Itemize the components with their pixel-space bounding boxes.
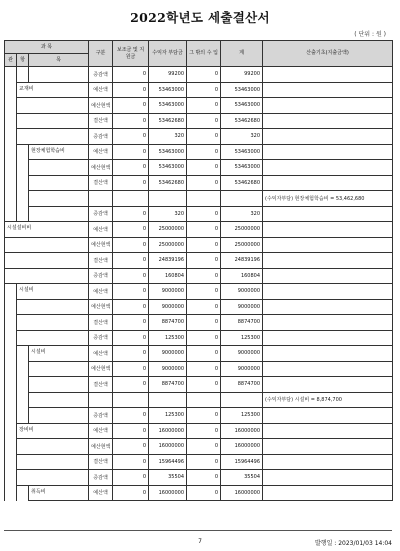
page-number: 7 [198, 538, 202, 545]
table-row [5, 82, 393, 98]
category-label [29, 175, 89, 191]
basis-cell [263, 129, 393, 145]
indent-cell [5, 206, 17, 222]
total-cell: 53463000 [221, 160, 263, 176]
indent-cell [17, 392, 29, 408]
subsidy-cell: 0 [113, 485, 149, 501]
basis-cell [263, 175, 393, 191]
category-label [29, 377, 89, 393]
table-row [5, 439, 393, 455]
indent-cell [5, 191, 17, 207]
basis-cell [263, 346, 393, 362]
category-label: 교재비 [17, 82, 89, 98]
beneficiary-cell: 25000000 [149, 237, 187, 253]
category-label [29, 160, 89, 176]
category-label: 취득비 [29, 485, 89, 501]
subsidy-cell: 0 [113, 470, 149, 486]
indent-cell [17, 206, 29, 222]
basis-cell [263, 144, 393, 160]
other-cell: 0 [187, 237, 221, 253]
other-cell [187, 191, 221, 207]
basis-cell [263, 268, 393, 284]
table-row [5, 284, 393, 300]
type-cell: 예산액 [89, 144, 113, 160]
total-cell: 24839196 [221, 253, 263, 269]
indent-cell [17, 144, 29, 160]
basis-cell [263, 82, 393, 98]
other-cell: 0 [187, 222, 221, 238]
type-cell: 결산액 [89, 315, 113, 331]
indent-cell [5, 315, 17, 331]
table-row [5, 237, 393, 253]
beneficiary-cell: 15964496 [149, 454, 187, 470]
other-cell: 0 [187, 423, 221, 439]
other-cell [187, 392, 221, 408]
table-row [5, 144, 393, 160]
indent-cell [5, 408, 17, 424]
subsidy-cell: 0 [113, 253, 149, 269]
basis-cell [263, 377, 393, 393]
indent-cell [5, 439, 17, 455]
subsidy-cell: 0 [113, 330, 149, 346]
table-row [5, 191, 393, 207]
total-cell: 99200 [221, 67, 263, 83]
basis-cell [263, 284, 393, 300]
indent-cell [5, 160, 17, 176]
type-cell: 증감액 [89, 408, 113, 424]
beneficiary-cell: 9000000 [149, 284, 187, 300]
basis-cell [263, 206, 393, 222]
subsidy-cell: 0 [113, 284, 149, 300]
indent-cell [17, 361, 29, 377]
beneficiary-cell: 53463000 [149, 160, 187, 176]
basis-cell [263, 485, 393, 501]
basis-cell [263, 330, 393, 346]
category-label [5, 253, 89, 269]
type-cell: 예산현액 [89, 237, 113, 253]
total-cell: 125300 [221, 408, 263, 424]
beneficiary-cell: 125300 [149, 408, 187, 424]
total-cell: 25000000 [221, 222, 263, 238]
category-label [5, 237, 89, 253]
type-cell: 예산현액 [89, 98, 113, 114]
beneficiary-cell: 8874700 [149, 377, 187, 393]
table-row [5, 113, 393, 129]
indent-cell [5, 330, 17, 346]
type-cell: 결산액 [89, 454, 113, 470]
other-cell: 0 [187, 315, 221, 331]
basis-cell: (수익자부담) 시설비 = 8,874,700 [263, 392, 393, 408]
other-cell: 0 [187, 485, 221, 501]
category-label [5, 268, 89, 284]
indent-cell [5, 485, 17, 501]
type-cell: 예산현액 [89, 439, 113, 455]
beneficiary-cell: 160804 [149, 268, 187, 284]
total-cell: 16000000 [221, 485, 263, 501]
type-cell: 예산액 [89, 485, 113, 501]
subsidy-cell: 0 [113, 237, 149, 253]
subsidy-cell: 0 [113, 160, 149, 176]
other-cell: 0 [187, 82, 221, 98]
other-cell: 0 [187, 253, 221, 269]
basis-cell [263, 237, 393, 253]
total-cell: 53463000 [221, 144, 263, 160]
type-cell: 예산액 [89, 284, 113, 300]
total-cell: 9000000 [221, 346, 263, 362]
beneficiary-cell: 9000000 [149, 346, 187, 362]
total-cell: 53463000 [221, 82, 263, 98]
total-cell: 9000000 [221, 299, 263, 315]
beneficiary-cell: 16000000 [149, 423, 187, 439]
category-label [29, 191, 89, 207]
total-cell: 125300 [221, 330, 263, 346]
beneficiary-cell: 53462680 [149, 175, 187, 191]
beneficiary-cell: 9000000 [149, 299, 187, 315]
header-total: 계 [221, 41, 263, 67]
category-label: 장비비 [17, 423, 89, 439]
basis-cell [263, 315, 393, 331]
header-type: 구분 [89, 41, 113, 67]
other-cell: 0 [187, 144, 221, 160]
header-gwan: 관 [5, 54, 17, 67]
subsidy-cell: 0 [113, 439, 149, 455]
other-cell: 0 [187, 160, 221, 176]
table-row [5, 98, 393, 114]
beneficiary-cell: 9000000 [149, 361, 187, 377]
subsidy-cell: 0 [113, 299, 149, 315]
beneficiary-cell: 53463000 [149, 82, 187, 98]
total-cell: 160804 [221, 268, 263, 284]
category-label: 시설비 [29, 346, 89, 362]
indent-cell [17, 191, 29, 207]
category-label: 현장체험학습비 [29, 144, 89, 160]
beneficiary-cell: 25000000 [149, 222, 187, 238]
table-row [5, 175, 393, 191]
type-cell: 예산액 [89, 423, 113, 439]
subsidy-cell: 0 [113, 423, 149, 439]
indent-cell [5, 82, 17, 98]
header-mok: 목 [29, 54, 89, 67]
subsidy-cell: 0 [113, 408, 149, 424]
indent-cell [17, 485, 29, 501]
basis-cell [263, 361, 393, 377]
category-label [29, 361, 89, 377]
expenditure-table [4, 40, 393, 501]
table-row [5, 299, 393, 315]
subsidy-cell: 0 [113, 377, 149, 393]
category-label [17, 330, 89, 346]
subsidy-cell: 0 [113, 67, 149, 83]
beneficiary-cell: 8874700 [149, 315, 187, 331]
other-cell: 0 [187, 284, 221, 300]
indent-cell [5, 392, 17, 408]
other-cell: 0 [187, 377, 221, 393]
indent-cell [5, 175, 17, 191]
type-cell: 결산액 [89, 253, 113, 269]
other-cell: 0 [187, 454, 221, 470]
category-label [17, 113, 89, 129]
header-hang: 항 [17, 54, 29, 67]
total-cell: 16000000 [221, 423, 263, 439]
indent-cell [5, 113, 17, 129]
footer-divider [4, 530, 392, 531]
basis-cell: (수익자부담) 현장체험학습비 = 53,462,680 [263, 191, 393, 207]
header-subsidy: 보조금 및 지원금 [113, 41, 149, 67]
type-cell [89, 191, 113, 207]
subsidy-cell: 0 [113, 454, 149, 470]
table-row [5, 67, 393, 83]
type-cell: 증감액 [89, 206, 113, 222]
other-cell: 0 [187, 129, 221, 145]
beneficiary-cell: 24839196 [149, 253, 187, 269]
header-other: 그 밖의 수 입 [187, 41, 221, 67]
total-cell: 25000000 [221, 237, 263, 253]
basis-cell [263, 253, 393, 269]
table-row [5, 315, 393, 331]
indent-cell [5, 423, 17, 439]
beneficiary-cell [149, 392, 187, 408]
subsidy-cell: 0 [113, 82, 149, 98]
subsidy-cell: 0 [113, 98, 149, 114]
beneficiary-cell: 125300 [149, 330, 187, 346]
indent-cell [5, 129, 17, 145]
table-row [5, 423, 393, 439]
header-basis: 산출기초(지출금액) [263, 41, 393, 67]
other-cell: 0 [187, 67, 221, 83]
indent-cell [17, 346, 29, 362]
category-label [17, 470, 89, 486]
type-cell [89, 392, 113, 408]
total-cell: 8874700 [221, 315, 263, 331]
basis-cell [263, 454, 393, 470]
type-cell: 예산액 [89, 346, 113, 362]
category-label [29, 67, 89, 83]
table-row [5, 377, 393, 393]
table-row [5, 470, 393, 486]
basis-cell [263, 299, 393, 315]
beneficiary-cell: 99200 [149, 67, 187, 83]
type-cell: 증감액 [89, 268, 113, 284]
indent-cell [17, 160, 29, 176]
total-cell: 53463000 [221, 98, 263, 114]
indent-cell [17, 67, 29, 83]
subsidy-cell [113, 191, 149, 207]
type-cell: 예산현액 [89, 299, 113, 315]
other-cell: 0 [187, 439, 221, 455]
basis-cell [263, 98, 393, 114]
type-cell: 증감액 [89, 67, 113, 83]
beneficiary-cell: 16000000 [149, 439, 187, 455]
type-cell: 예산현액 [89, 160, 113, 176]
other-cell: 0 [187, 470, 221, 486]
table-row [5, 485, 393, 501]
indent-cell [5, 377, 17, 393]
table-row [5, 408, 393, 424]
beneficiary-cell: 320 [149, 206, 187, 222]
total-cell: 9000000 [221, 284, 263, 300]
total-cell: 320 [221, 206, 263, 222]
table-row [5, 392, 393, 408]
total-cell: 8874700 [221, 377, 263, 393]
category-label [17, 439, 89, 455]
other-cell: 0 [187, 299, 221, 315]
table-row [5, 361, 393, 377]
subsidy-cell: 0 [113, 361, 149, 377]
indent-cell [5, 98, 17, 114]
unit-label: ( 단위 : 원 ) [354, 31, 386, 38]
indent-cell [17, 175, 29, 191]
beneficiary-cell: 53462680 [149, 113, 187, 129]
beneficiary-cell: 53463000 [149, 144, 187, 160]
indent-cell [17, 408, 29, 424]
category-label [17, 299, 89, 315]
other-cell: 0 [187, 361, 221, 377]
basis-cell [263, 160, 393, 176]
other-cell: 0 [187, 175, 221, 191]
subsidy-cell: 0 [113, 129, 149, 145]
page-title: 2022학년도 세출결산서 [130, 10, 270, 25]
type-cell: 결산액 [89, 377, 113, 393]
table-row [5, 330, 393, 346]
category-label: 시설비 [17, 284, 89, 300]
type-cell: 증감액 [89, 129, 113, 145]
subsidy-cell: 0 [113, 222, 149, 238]
other-cell: 0 [187, 408, 221, 424]
basis-cell [263, 423, 393, 439]
total-cell: 320 [221, 129, 263, 145]
category-label [17, 454, 89, 470]
basis-cell [263, 470, 393, 486]
other-cell: 0 [187, 98, 221, 114]
table-row [5, 268, 393, 284]
type-cell: 예산현액 [89, 361, 113, 377]
type-cell: 예산액 [89, 82, 113, 98]
category-label: 시설설비비 [5, 222, 89, 238]
basis-cell [263, 67, 393, 83]
basis-cell [263, 113, 393, 129]
category-label [17, 98, 89, 114]
category-label [17, 315, 89, 331]
category-label [29, 392, 89, 408]
indent-cell [5, 299, 17, 315]
other-cell: 0 [187, 113, 221, 129]
basis-cell [263, 408, 393, 424]
basis-cell [263, 222, 393, 238]
table-row [5, 206, 393, 222]
subsidy-cell: 0 [113, 315, 149, 331]
total-cell: 35504 [221, 470, 263, 486]
header-beneficiary: 수익자 부담금 [149, 41, 187, 67]
other-cell: 0 [187, 346, 221, 362]
beneficiary-cell: 53463000 [149, 98, 187, 114]
category-label [17, 129, 89, 145]
other-cell: 0 [187, 268, 221, 284]
beneficiary-cell: 320 [149, 129, 187, 145]
total-cell: 15964496 [221, 454, 263, 470]
beneficiary-cell: 16000000 [149, 485, 187, 501]
type-cell: 결산액 [89, 175, 113, 191]
type-cell: 증감액 [89, 470, 113, 486]
beneficiary-cell: 35504 [149, 470, 187, 486]
type-cell: 증감액 [89, 330, 113, 346]
indent-cell [17, 377, 29, 393]
header-subject: 과 목 [5, 41, 89, 54]
basis-cell [263, 439, 393, 455]
table-row [5, 253, 393, 269]
indent-cell [5, 67, 17, 83]
total-cell: 53462680 [221, 113, 263, 129]
type-cell: 예산액 [89, 222, 113, 238]
subsidy-cell: 0 [113, 144, 149, 160]
subsidy-cell: 0 [113, 346, 149, 362]
table-row [5, 160, 393, 176]
other-cell: 0 [187, 330, 221, 346]
category-label [29, 206, 89, 222]
total-cell: 9000000 [221, 361, 263, 377]
indent-cell [5, 346, 17, 362]
category-label [29, 408, 89, 424]
subsidy-cell: 0 [113, 113, 149, 129]
indent-cell [5, 284, 17, 300]
table-row [5, 222, 393, 238]
subsidy-cell: 0 [113, 175, 149, 191]
table-row [5, 454, 393, 470]
type-cell: 결산액 [89, 113, 113, 129]
table-row [5, 129, 393, 145]
total-cell: 53462680 [221, 175, 263, 191]
beneficiary-cell [149, 191, 187, 207]
printed-date: 발행일 : 2023/01/03 14:04 [314, 540, 392, 547]
other-cell: 0 [187, 206, 221, 222]
subsidy-cell: 0 [113, 206, 149, 222]
total-cell: 16000000 [221, 439, 263, 455]
indent-cell [5, 361, 17, 377]
indent-cell [5, 454, 17, 470]
indent-cell [5, 144, 17, 160]
indent-cell [5, 470, 17, 486]
total-cell [221, 392, 263, 408]
total-cell [221, 191, 263, 207]
subsidy-cell: 0 [113, 268, 149, 284]
subsidy-cell [113, 392, 149, 408]
table-row [5, 346, 393, 362]
